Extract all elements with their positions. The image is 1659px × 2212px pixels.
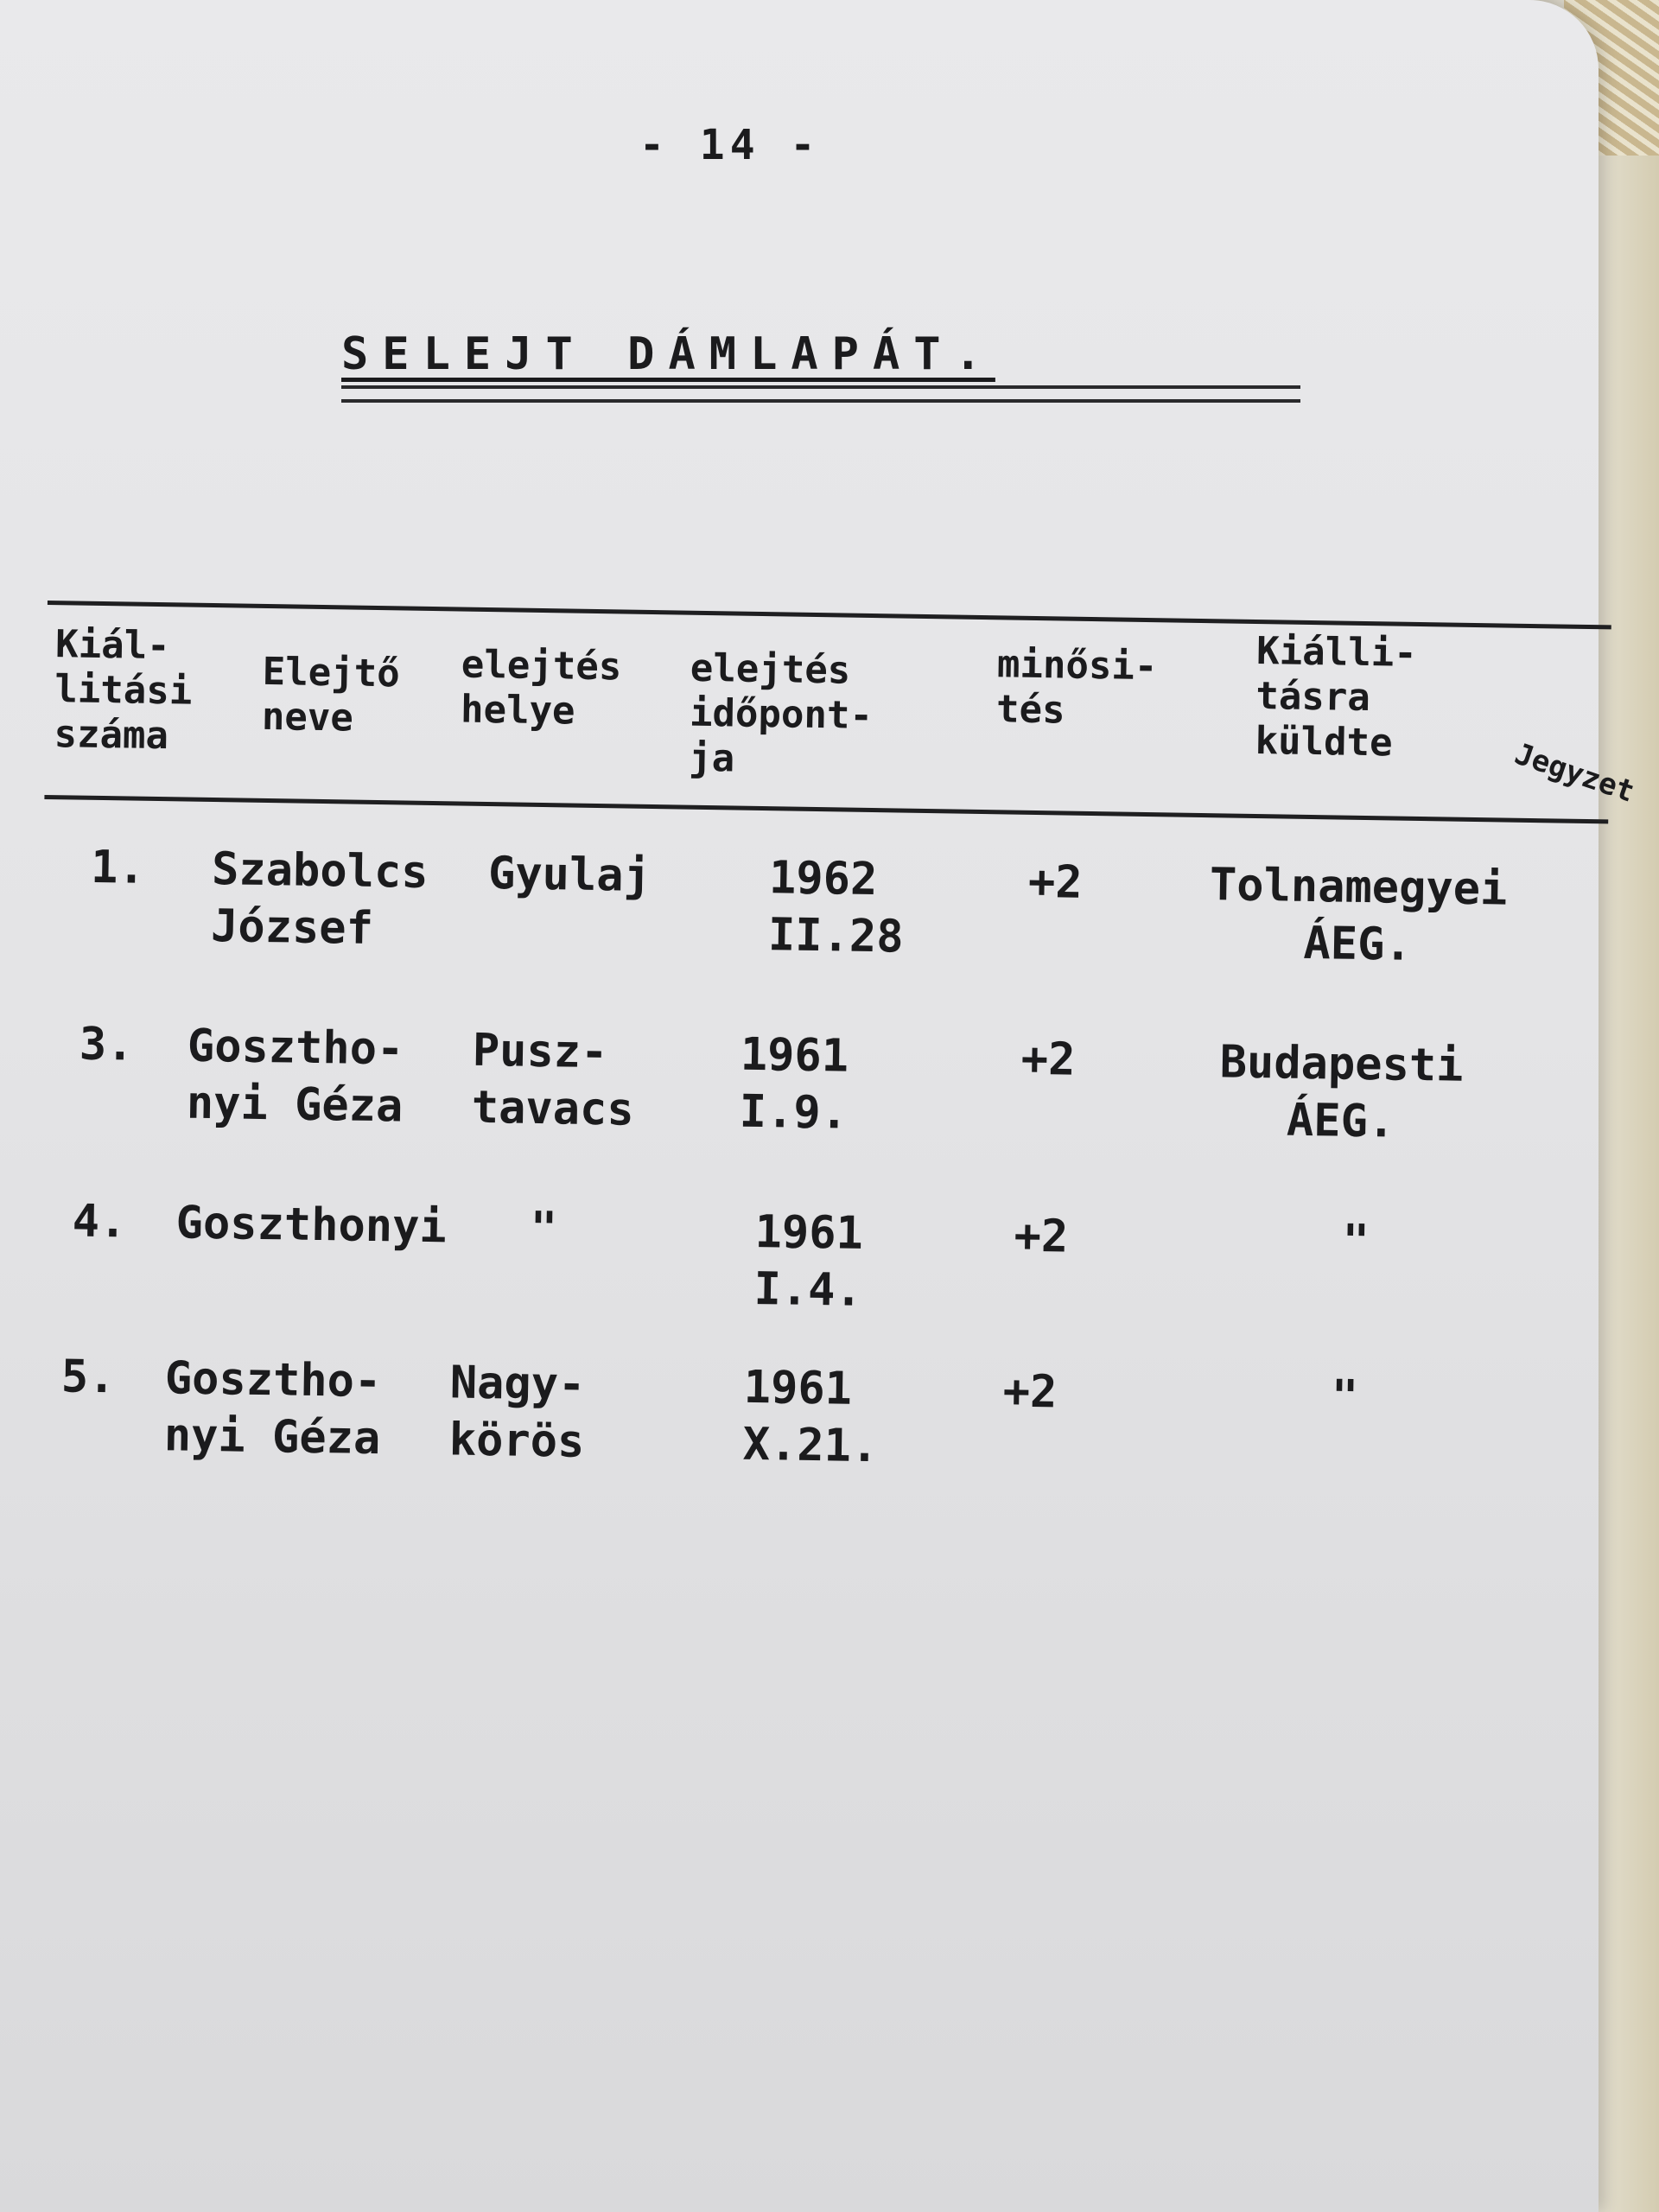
header-hunter-name: Elejtő neve — [261, 649, 401, 741]
title-block — [341, 328, 1300, 403]
header-hunt-date: elejtés időpont- ja — [688, 645, 874, 781]
cell-number: 1. — [90, 841, 146, 894]
cell-grade: +2 — [1014, 1210, 1069, 1263]
trophy-table — [33, 601, 1639, 1549]
cell-place: Gyulaj — [487, 848, 652, 902]
header-grading: minősi- tés — [995, 642, 1158, 733]
cell-place: Nagy- körös — [448, 1357, 586, 1468]
table-row — [33, 1348, 1599, 1549]
cell-date: 1961 X.21. — [742, 1361, 879, 1473]
table-header — [44, 605, 1639, 819]
cell-number: 4. — [72, 1195, 127, 1249]
cell-date: 1962 II.28 — [767, 852, 905, 963]
cell-grade: +2 — [1027, 855, 1084, 909]
cell-sender: Budapesti ÁEG. — [1219, 1036, 1464, 1148]
cell-date: 1961 I.9. — [739, 1028, 849, 1140]
cell-number: 5. — [60, 1351, 116, 1404]
cell-hunter: Gosztho- nyi Géza — [186, 1020, 404, 1133]
cell-hunter: Szabolcs József — [210, 843, 429, 955]
header-hunt-place: elejtés helye — [460, 642, 622, 734]
header-note: Jegyzet — [1510, 736, 1639, 810]
cell-place: " — [530, 1202, 558, 1255]
table-row — [38, 1015, 1605, 1217]
cell-sender: Tolnamegyei ÁEG. — [1209, 859, 1508, 971]
cell-number: 3. — [79, 1018, 135, 1071]
title-double-underline — [341, 385, 1300, 403]
header-sent-by: Kiálli- tásra küldte — [1255, 628, 1418, 766]
page-number: - 14 - — [639, 121, 821, 169]
cell-hunter: Goszthonyi — [175, 1197, 448, 1254]
cell-place: Pusz- tavacs — [471, 1024, 635, 1136]
cell-sender: " — [1342, 1215, 1370, 1268]
cell-date: 1961 I.4. — [753, 1205, 864, 1317]
cell-grade: +2 — [1020, 1033, 1076, 1086]
table-row — [35, 1192, 1602, 1372]
cell-hunter: Gosztho- nyi Géza — [163, 1352, 382, 1465]
header-exhibition-number: Kiál- litási száma — [54, 622, 193, 759]
document-title: SELEJT DÁMLAPÁT. — [341, 328, 995, 380]
cell-sender: " — [1331, 1370, 1359, 1423]
cell-grade: +2 — [1002, 1365, 1058, 1419]
table-row — [41, 838, 1607, 1039]
